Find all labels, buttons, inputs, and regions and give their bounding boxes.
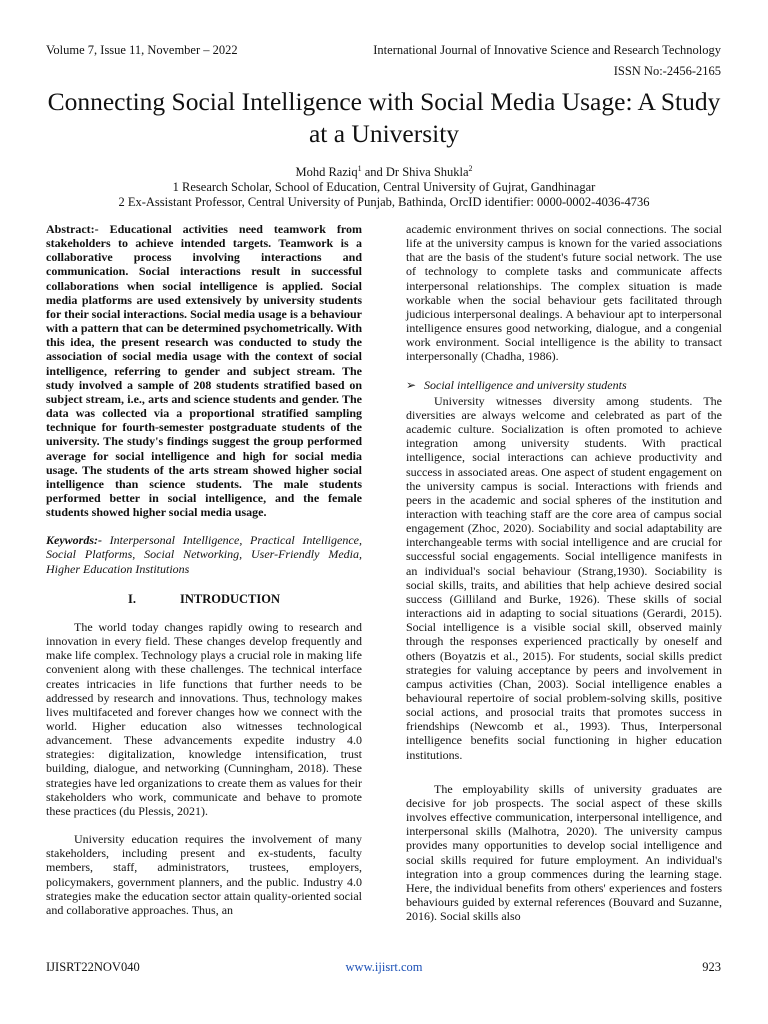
left-column [46, 222, 362, 917]
volume-info: Volume 7, Issue 11, November – 2022 [46, 43, 238, 57]
author-line [40, 165, 728, 180]
abstract: Abstract:- Educational activities need teamwork from stakeholders to achieve intended targets. Teamwork is a collaborative process involving interactions and communication. Social interactions result in successful collaborations when social intelligence is applied. Social media platforms are used extensively by university students for their social interactions. Social media usage is a behaviour with a pattern that can be determined psychometrically. With this idea, the present research was conducted to study the association of social media usage with the context of social intelligence, referring to gender and subject stream. The study involved a sample of 208 students stratified based on subject stream, i.e., arts and science students and gender. The data was collected via a proportional stratified sampling technique for fourth-semester postgraduate students of the university. The study's findings suggest the group performed average for social intelligence and high for social media usage. The students of the arts stream showed higher social intelligence than science students. The male students performed better in social intelligence, and the female students showed higher social media usage. [46, 222, 362, 520]
journal-name: International Journal of Innovative Science and Research Technology [373, 43, 721, 57]
keywords-label: Keywords:- [46, 533, 102, 548]
affiliation-1: 1 Research Scholar, School of Education, Central University of Gujrat, Gandhinagar [172, 180, 596, 194]
keywords-text: Interpersonal Intelligence, Practical Intelligence, Social Platforms, Social Networking, User-Friendly Media, Higher Education Institutions [46, 533, 362, 576]
body-paragraph: University witnesses diversity among students. The diversities are always welcome and celebrated as part of the academic culture. Socialization is often promoted to achieve integration among university students. With practical intelligence, social interactions can achieve productivity and success in associated areas. One aspect of student engagement on the university campus is social. Interactions with friends and peers in the academic and social spheres of the institution and interaction with teaching staff are the core area of campus social engagement (Zhoc, 2020). Sociability and social adaptability are interchangeable terms with social intelligence and are crucial for successful social engagements. Social intelligence manifests in an individual's social behaviour (Strang,1930). Sociability is social skills, traits, and abilities that help achieve desired social success (Gilliland and Burke, 1926). These skills of social interactions aid in adapting to social situations (Gerardi, 2015). Social intelligence is a visible social skill, observed mainly through the responses experienced practically by oneself and others (Boyatzis et al., 2015). For students, social skills predict strategies for valuing acceptance by peers and involvement in campus activities (Chan, 2003). Social intelligence enables a behavioural repertoire of social problem-solving skills, positive social actions, and prosocial traits that promotes success in friendships (Newcomb et al., 1993). Thus, Interpersonal intelligence benefits social functioning in higher education institutions. [406, 393, 722, 762]
section-number: I. [127, 591, 136, 606]
section-heading [46, 592, 362, 606]
journal-url-link[interactable]: www.ijisrt.com [345, 960, 423, 974]
author-1-affil-mark: 1 [357, 163, 362, 173]
issn: ISSN No:-2456-2165 [613, 64, 721, 78]
body-paragraph: University education requires the involvement of many stakeholders, including present and ex-students, faculty members, staff, administrators, trustees, employers, policymakers, government planners, and the public. Industry 4.0 strategies make the education sector attain quality-oriented social and collaborative approaches. Thus, an [46, 832, 362, 917]
author-2-affil-mark: 2 [468, 163, 473, 173]
body-paragraph: academic environment thrives on social connections. The social life at the university campus is known for the varied associations that are the basis of the student's future social network. The use of technology to complete tasks and communicate affects interpersonal relationships. The complex situation is made workable when the social behaviour gets facilitated through judicious interpersonal dealings. A behaviour apt to interpersonal intelligence ensures good networking, dialogue, and a congenial work environment. Social intelligence is the ability to transact interpersonally (Chadha, 1986). [406, 222, 722, 364]
author-1: Mohd Raziq [295, 165, 358, 179]
subsection-title: Social intelligence and university students [424, 377, 627, 392]
section-title: INTRODUCTION [179, 591, 280, 606]
keywords [46, 533, 362, 575]
body-paragraph: The employability skills of university graduates are decisive for job prospects. The social aspect of these skills involves effective communication, interpersonal intelligence, and interpersonal skills (Malhotra, 2020). The university campus provides many opportunities to develop social intelligence and social skills required for future employment. An individual's integration into a group commences during the learning stage. Here, the individual benefits from others' experiences and fosters behaviours guided by external references (Bouvard and Suzanne, 2016). Social skills also [406, 781, 722, 924]
article-code: IJISRT22NOV040 [46, 960, 140, 974]
affiliation-2: 2 Ex-Assistant Professor, Central University of Punjab, Bathinda, OrcID identifier: 0000-0002-4036-4736 [118, 195, 650, 209]
arrow-bullet-icon: ➢ [406, 377, 417, 392]
paper-title: Connecting Social Intelligence with Social Media Usage: A Study at a University [47, 87, 721, 148]
right-column [406, 222, 722, 923]
author-block [40, 165, 728, 210]
body-paragraph: The world today changes rapidly owing to research and innovation in every field. These changes develop frequently and make life complex. Technology plays a crucial role in making life convenient along with these challenges. The technical interface creates intricacies in life functions that further needs to be addressed by research and innovations. Thus, technology makes lives multifaceted and forever changes how we connect with the world. Higher education also witnesses technological advancement. These advancements expedite industry 4.0 strategies: digitalization, knowledge intensification, trust building, dialogue, and networking (Cunningham, 2018). These strategies have led organizations to create them as values for their stakeholders who work, communicate and behave to promote these practices (du Plessis, 2021). [46, 619, 362, 818]
author-2: and Dr Shiva Shukla [361, 165, 469, 179]
subsection-heading [406, 378, 722, 392]
page-number: 923 [702, 960, 721, 974]
